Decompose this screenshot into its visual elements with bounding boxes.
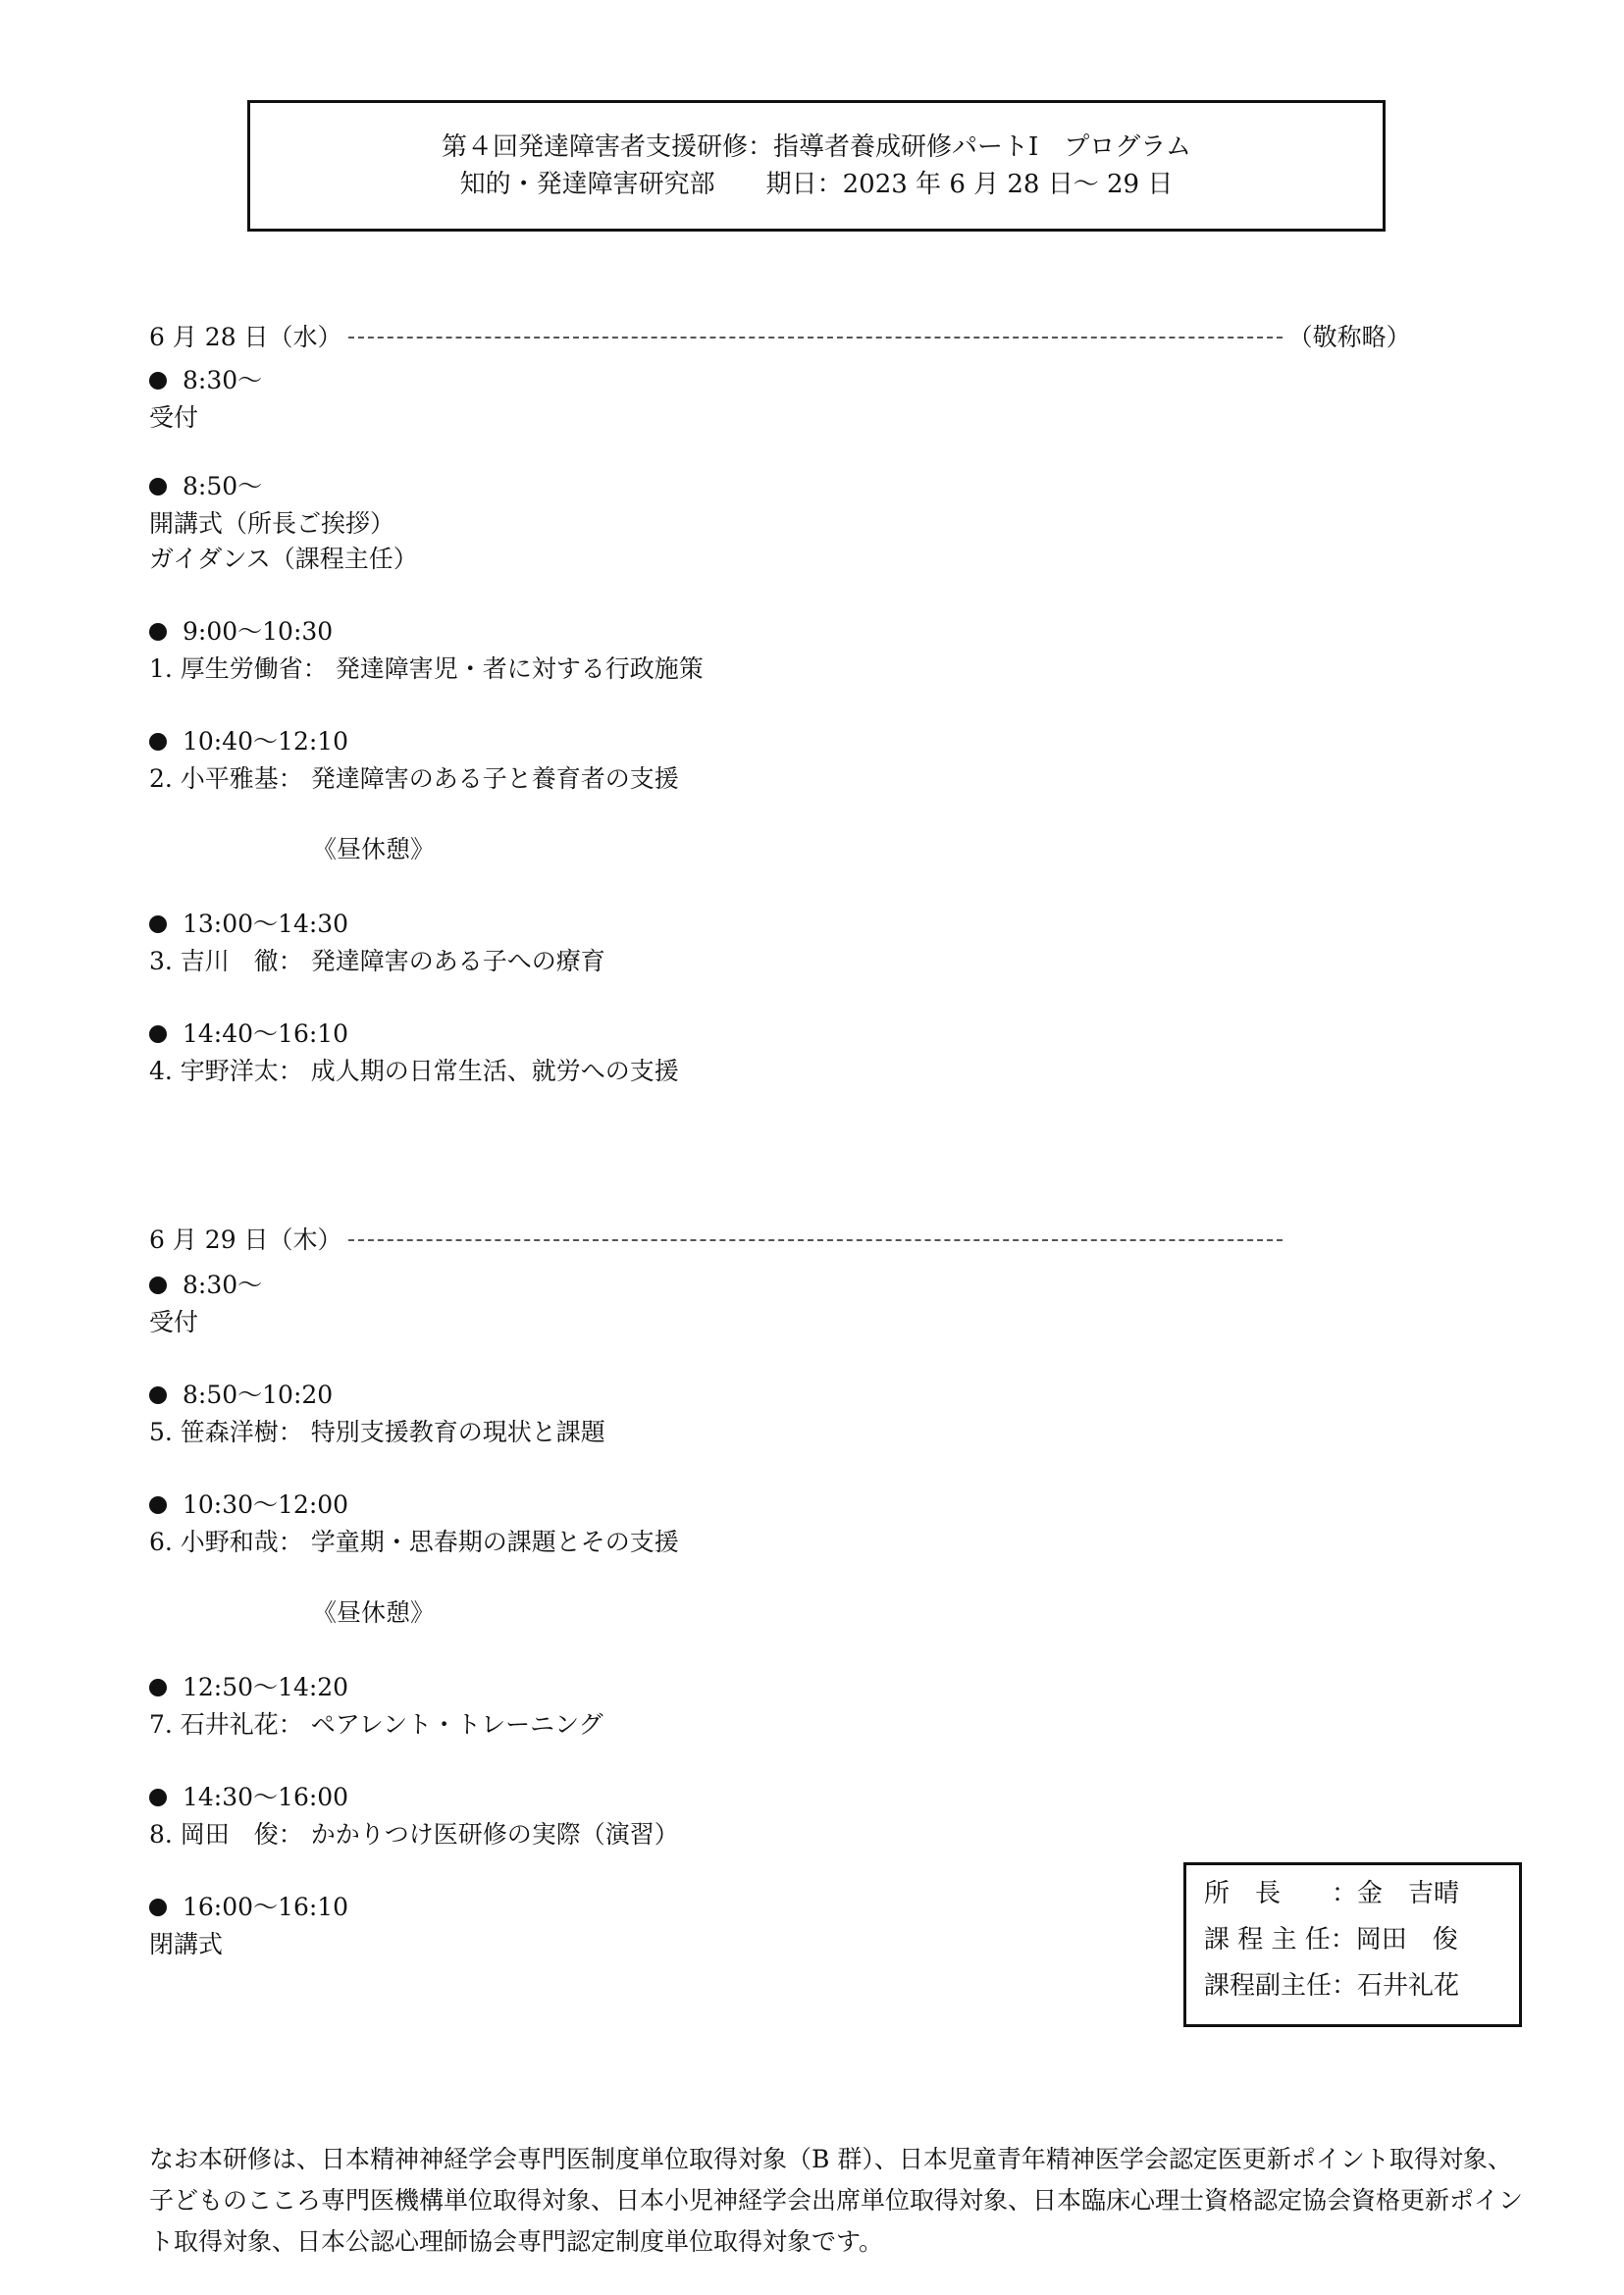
session-time: 16:00～16:10 [149,1888,348,1923]
session-text: 7. 石井礼花： ペアレント・トレーニング [149,1710,603,1739]
lunch-break: 《昼休憩》 [312,835,436,863]
session-time: 9:00～10:30 [149,612,333,648]
vice-chief-line: 課程副主任：石井礼花 [1204,1971,1460,2001]
day2-date: 6 月 29 日（木） [149,1226,342,1254]
bullet-icon [149,1789,167,1806]
chief-line: 課 程 主 任：岡田 俊 [1204,1925,1458,1955]
program-title: 第４回発達障害者支援研修：指導者養成研修パートⅠ プログラム [441,132,1191,162]
bullet-icon [149,915,167,933]
session-time: 8:30～ [149,361,262,396]
bullet-icon [149,1277,167,1294]
session-text: 6. 小野和哉： 学童期・思春期の課題とその支援 [149,1528,679,1556]
bullet-icon [149,1025,167,1043]
bullet-icon [149,478,167,496]
divider [348,1239,1283,1241]
session-time: 8:30～ [149,1266,262,1301]
divider [348,337,1283,339]
bullet-icon [149,623,167,641]
session-text: 1. 厚生労働省： 発達障害児・者に対する行政施策 [149,654,704,683]
session-time: 8:50～10:20 [149,1376,333,1411]
session-text: 受付 [149,1308,199,1336]
bullet-icon [149,372,167,390]
program-title-box [247,100,1386,232]
session-text: 受付 [149,403,199,432]
session-time: 12:50～14:20 [149,1668,348,1703]
day1-date: 6 月 28 日（水） [149,323,342,351]
session-time: 8:50～ [149,467,262,502]
session-text: 8. 岡田 俊： かかりつけ医研修の実際（演習） [149,1820,679,1849]
session-time: 13:00～14:30 [149,905,348,940]
session-time: 10:30～12:00 [149,1486,348,1521]
lunch-break: 《昼休憩》 [312,1598,436,1627]
honorifics-note: （敬称略） [1287,323,1411,351]
session-text: ガイダンス（課程主任） [149,545,418,573]
staff-box [1183,1862,1522,2027]
session-text: 4. 宇野洋太： 成人期の日常生活、就労への支援 [149,1057,679,1085]
bullet-icon [149,1496,167,1514]
session-text: 3. 吉川 徹： 発達障害のある子への療育 [149,947,605,975]
bullet-icon [149,1679,167,1696]
session-text: 閉講式 [149,1930,224,1958]
bullet-icon [149,1899,167,1916]
day2-header [149,1221,1288,1256]
session-time: 14:40～16:10 [149,1015,348,1050]
bullet-icon [149,1386,167,1404]
session-text: 5. 笹森洋樹： 特別支援教育の現状と課題 [149,1418,605,1446]
session-text: 2. 小平雅基： 発達障害のある子と養育者の支援 [149,764,679,793]
bullet-icon [149,733,167,751]
director-line: 所 長 ：金 吉晴 [1204,1879,1460,1908]
day1-header [149,318,1411,353]
session-time: 10:40～12:10 [149,722,348,757]
session-text: 開講式（所長ご挨拶） [149,509,395,538]
program-subtitle: 知的・発達障害研究部 期日：2023 年 6 月 28 日～ 29 日 [459,170,1174,199]
footnote: なお本研修は、日本精神神経学会専門医制度単位取得対象（B 群）、日本児童青年精神医学会認定医更新ポイント取得対象、子どものこころ専門医機構単位取得対象、日本小児神経学会出席単位取得対象、日本臨床心理士資格認定協会資格更新ポイント取得対象、日本公認心理師協会専門認定制度単位取得対象です。 [149,2145,1524,2256]
session-time: 14:30～16:00 [149,1778,348,1813]
